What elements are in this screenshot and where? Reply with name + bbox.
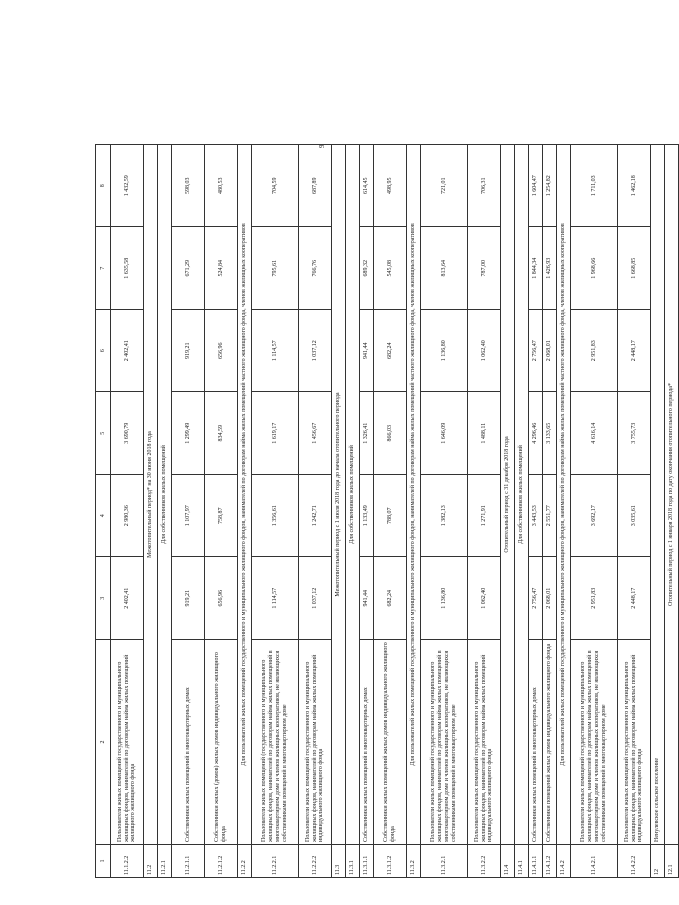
row-code: 11.2.1 <box>158 845 172 878</box>
value-cell: 2 448,17 <box>618 557 651 640</box>
value-cell: 2 980,36 <box>111 475 144 558</box>
row-description: Собственники жилых помещений в многоквартирных домах <box>529 640 543 845</box>
row-code: 11.4 <box>501 845 515 878</box>
row-code: 11.1.2.2 <box>111 845 144 878</box>
row-description: Собственники жилых помещений в многоквартирных домах <box>360 640 374 845</box>
value-cell: 598,03 <box>172 145 205 228</box>
value-cell: 671,29 <box>172 227 205 310</box>
row-description: Пользователи жилых помещений государственного и муниципального жилищных фондов, нанимателей по договорам найма жилых помещений в многоквартирном доме и членов жилищных кооперативов, не являющихся собственниками помещений в многоквартирном доме <box>571 640 618 845</box>
value-cell: 2 551,77 <box>543 475 557 558</box>
table-row <box>374 145 407 878</box>
value-cell: 1 136,80 <box>421 310 468 393</box>
value-cell: 2 402,41 <box>111 557 144 640</box>
section-row <box>346 145 360 878</box>
column-header: 5 <box>96 392 111 475</box>
row-code: 11.2.2.2 <box>299 845 332 878</box>
value-cell: 795,61 <box>252 227 299 310</box>
section-row <box>651 145 665 878</box>
section-row <box>332 145 346 878</box>
value-cell: 1 062,40 <box>468 557 501 640</box>
row-code: 12 <box>651 845 665 878</box>
value-cell: 1 604,47 <box>529 145 543 228</box>
row-code: 11.3.1.2 <box>374 845 407 878</box>
value-cell: 1 133,49 <box>360 475 374 558</box>
value-cell: 2 068,01 <box>543 310 557 393</box>
value-cell: 1 107,97 <box>172 475 205 558</box>
value-cell: 480,53 <box>205 145 238 228</box>
value-cell: 2 448,17 <box>618 310 651 393</box>
section-row <box>158 145 172 878</box>
value-cell: 4 616,14 <box>571 392 618 475</box>
section-row <box>501 145 515 878</box>
table-row <box>205 145 238 878</box>
value-cell: 1 462,18 <box>618 145 651 228</box>
row-code: 11.3.1 <box>346 845 360 878</box>
value-cell: 3 690,79 <box>111 392 144 475</box>
value-cell: 682,24 <box>374 310 407 393</box>
value-cell: 1 326,41 <box>360 392 374 475</box>
table-row <box>111 145 144 878</box>
value-cell: 1 488,11 <box>468 392 501 475</box>
row-description: Пользователи жилых помещений (государственного и муниципального жилищных фондов, нанимателей по договорам найма жилых помещений в многоквартирном доме и членов жилищных кооперативов, не являющихся собственниками помещений в многоквартирном доме <box>252 640 299 845</box>
value-cell: 766,76 <box>299 227 332 310</box>
table-row <box>468 145 501 878</box>
value-cell: 682,24 <box>374 557 407 640</box>
value-cell: 1 382,13 <box>421 475 468 558</box>
value-cell: 1 711,03 <box>571 145 618 228</box>
table-row <box>529 145 543 878</box>
value-cell: 1 619,17 <box>252 392 299 475</box>
value-cell: 1 299,49 <box>172 392 205 475</box>
section-row <box>557 145 571 878</box>
row-code: 11.4.2.1 <box>571 845 618 878</box>
section-title: Межотопительный период с 1 июля 2018 года до начала отопительного периода <box>332 145 346 845</box>
value-cell: 656,96 <box>205 310 238 393</box>
value-cell: 1 356,61 <box>252 475 299 558</box>
value-cell: 1 968,66 <box>571 227 618 310</box>
value-cell: 866,03 <box>374 392 407 475</box>
row-description: Пользователи жилых помещений государственного и муниципального жилищных фондов, нанимателей по договорам найма жилых помещений жилищного жилищного фонда <box>111 640 144 845</box>
column-header: 8 <box>96 145 111 228</box>
row-description: Пользователи жилых помещений государственного и муниципального жилищных фондов, нанимателей по договорам найма жилых помещений индивидуального жилищного фонда <box>299 640 332 845</box>
page-number: 9 <box>318 144 326 148</box>
value-cell: 813,64 <box>421 227 468 310</box>
column-header: 1 <box>96 845 111 878</box>
row-description: Пользователи жилых помещений государственного и муниципального жилищных фондов, нанимателей по договорам найма жилых помещений индивидуального жилищного фонда <box>618 640 651 845</box>
section-title: Отопительный период с 1 января 2018 года по дату окончания отопительного периода* <box>665 145 679 845</box>
section-title: Для собственников жилых помещений <box>515 145 529 845</box>
value-cell: 2 951,83 <box>571 557 618 640</box>
section-row <box>238 145 252 878</box>
row-code: 11.4.1 <box>515 845 529 878</box>
value-cell: 919,21 <box>172 557 205 640</box>
value-cell: 1 114,57 <box>252 310 299 393</box>
column-header: 6 <box>96 310 111 393</box>
value-cell: 3 692,17 <box>571 475 618 558</box>
row-code: 11.4.1.1 <box>529 845 543 878</box>
value-cell: 2 402,41 <box>111 310 144 393</box>
value-cell: 941,44 <box>360 310 374 393</box>
table-row <box>252 145 299 878</box>
value-cell: 1 114,57 <box>252 557 299 640</box>
rotated-document-page <box>95 144 675 878</box>
table-row <box>299 145 332 878</box>
row-code: 11.2.1.1 <box>172 845 205 878</box>
value-cell: 704,59 <box>252 145 299 228</box>
value-cell: 1 271,91 <box>468 475 501 558</box>
value-cell: 1 136,80 <box>421 557 468 640</box>
section-title: Для собственников жилых помещений <box>346 145 360 845</box>
value-cell: 1 062,40 <box>468 310 501 393</box>
table-row <box>543 145 557 878</box>
value-cell: 2 951,83 <box>571 310 618 393</box>
row-code: 11.3.1.1 <box>360 845 374 878</box>
value-cell: 1 844,34 <box>529 227 543 310</box>
section-row <box>407 145 421 878</box>
value-cell: 834,59 <box>205 392 238 475</box>
section-row <box>144 145 158 878</box>
value-cell: 524,84 <box>205 227 238 310</box>
value-cell: 1 635,58 <box>111 227 144 310</box>
table-row <box>571 145 618 878</box>
value-cell: 1 037,12 <box>299 310 332 393</box>
value-cell: 1 668,85 <box>618 227 651 310</box>
row-code: 11.2.2.1 <box>252 845 299 878</box>
value-cell: 2 068,01 <box>543 557 557 640</box>
row-code: 11.2 <box>144 845 158 878</box>
row-description: Собственники жилых (домов) жилых домов индивидуального жилищного фонда <box>205 640 238 845</box>
value-cell: 3 755,73 <box>618 392 651 475</box>
row-code: 11.3.2.2 <box>468 845 501 878</box>
value-cell: 1 242,71 <box>299 475 332 558</box>
table-row <box>172 145 205 878</box>
value-cell: 3 443,53 <box>529 475 543 558</box>
section-title: Отопительный период с 31 декабря 2018 года <box>501 145 515 845</box>
value-cell: 919,21 <box>172 310 205 393</box>
value-cell: 706,31 <box>468 145 501 228</box>
row-code: 11.3 <box>332 845 346 878</box>
table-row <box>421 145 468 878</box>
table-row <box>360 145 374 878</box>
value-cell: 788,07 <box>374 475 407 558</box>
section-title: Для пользователей жилых помещений государственного и муниципального жилищного фондов, нанимателей по договорам найма жилых помещений частного жилищного фонда, членов жилищных кооперативов <box>238 145 252 845</box>
value-cell: 1 456,67 <box>299 392 332 475</box>
tariff-table <box>95 144 679 878</box>
column-header: 2 <box>96 640 111 845</box>
value-cell: 2 756,47 <box>529 310 543 393</box>
value-cell: 687,89 <box>299 145 332 228</box>
value-cell: 545,08 <box>374 227 407 310</box>
section-title: Для пользователей жилых помещений государственного и муниципального жилищного фондов, нанимателей по договорам найма жилых помещений частного жилищного фонда, членов жилищных кооперативов <box>557 145 571 845</box>
table-row <box>618 145 651 878</box>
section-title: Ненулевское сельское поселение <box>651 145 665 845</box>
value-cell: 656,96 <box>205 557 238 640</box>
row-code: 11.4.2 <box>557 845 571 878</box>
value-cell: 1 432,59 <box>111 145 144 228</box>
row-description: Собственники жилых помещений в многоквартирных домах <box>172 640 205 845</box>
row-description: Пользователи жилых помещений государственного и муниципального жилищных фондов, нанимателей по договорам найма жилых помещений индивидуального жилищного фонда <box>468 640 501 845</box>
value-cell: 689,32 <box>360 227 374 310</box>
row-code: 11.4.1.2 <box>543 845 557 878</box>
value-cell: 721,01 <box>421 145 468 228</box>
row-code: 11.3.2.1 <box>421 845 468 878</box>
row-code: 11.2.2 <box>238 845 252 878</box>
row-code: 11.3.2 <box>407 845 421 878</box>
value-cell: 2 756,47 <box>529 557 543 640</box>
row-code: 11.2.1.2 <box>205 845 238 878</box>
value-cell: 498,95 <box>374 145 407 228</box>
row-description: Собственники жилых помещений жилых домов индивидуального жилищного фонда <box>374 640 407 845</box>
column-header: 3 <box>96 557 111 640</box>
value-cell: 3 133,65 <box>543 392 557 475</box>
row-code: 12.1 <box>665 845 679 878</box>
row-code: 11.4.2.2 <box>618 845 651 878</box>
section-title: Межотопительный период* на 30 июня 2018 года <box>144 145 158 845</box>
row-description: Пользователи жилых помещений государственного и муниципального жилищных фондов, нанимателей по договорам найма жилых помещений в многоквартирном доме и членов жилищных кооперативов, не являющихся собственниками помещений в многоквартирном доме <box>421 640 468 845</box>
value-cell: 758,87 <box>205 475 238 558</box>
value-cell: 1 037,12 <box>299 557 332 640</box>
column-header: 7 <box>96 227 111 310</box>
value-cell: 4 296,46 <box>529 392 543 475</box>
value-cell: 3 035,61 <box>618 475 651 558</box>
section-row <box>515 145 529 878</box>
section-title: Для пользователей жилых помещений государственного и муниципального жилищного фондов, нанимателей по договорам найма жилых помещений частного жилищного фонда, членов жилищных кооперативов <box>407 145 421 845</box>
value-cell: 1 646,09 <box>421 392 468 475</box>
section-row <box>665 145 679 878</box>
section-title: Для собственников жилых помещений <box>158 145 172 845</box>
column-header: 4 <box>96 475 111 558</box>
value-cell: 1 426,93 <box>543 227 557 310</box>
value-cell: 614,45 <box>360 145 374 228</box>
value-cell: 1 254,82 <box>543 145 557 228</box>
table-header-row <box>96 145 111 878</box>
value-cell: 941,44 <box>360 557 374 640</box>
value-cell: 787,00 <box>468 227 501 310</box>
row-description: Собственники помещений жилых домов индивидуального жилищного фонда <box>543 640 557 845</box>
